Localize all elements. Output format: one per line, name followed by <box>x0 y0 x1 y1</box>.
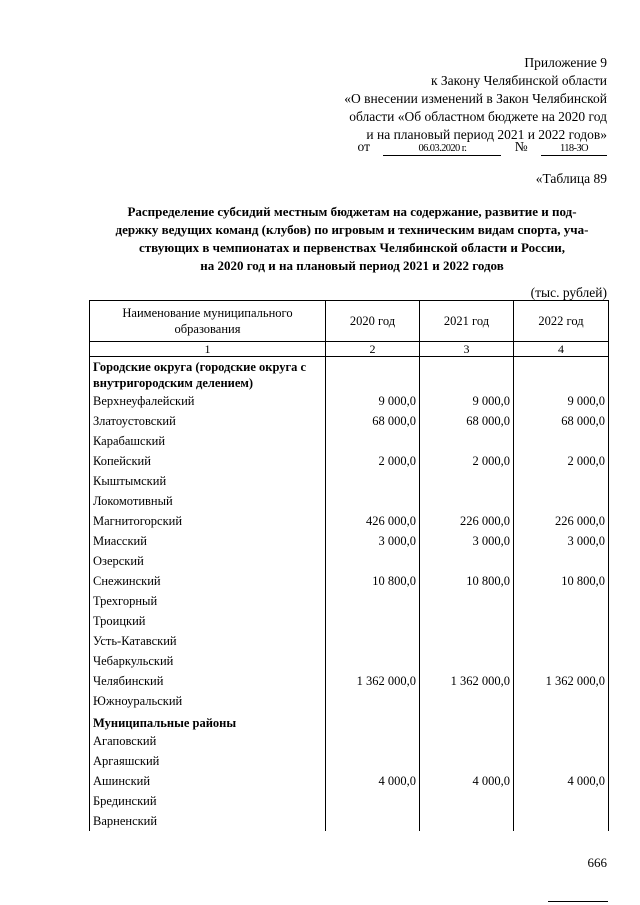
value-2021-cell <box>420 611 514 631</box>
value-2022-cell <box>514 631 609 651</box>
value-2020-cell <box>326 751 420 771</box>
footer-rule <box>548 901 608 902</box>
value-2022-cell: 226 000,0 <box>514 511 609 531</box>
value-2022-cell <box>514 491 609 511</box>
appendix-header <box>267 54 607 144</box>
value-2020-cell <box>326 591 420 611</box>
table-row <box>90 811 609 831</box>
header-2022: 2022 год <box>514 301 609 342</box>
table-row <box>90 631 609 651</box>
appendix-line: Приложение 9 <box>524 55 607 70</box>
value-2022-cell: 10 800,0 <box>514 571 609 591</box>
title-line: ствующих в чемпионатах и первенствах Челябинской области и России, <box>139 240 565 255</box>
municipality-cell: Кыштымский <box>90 471 326 491</box>
value-2021-cell <box>420 811 514 831</box>
title-line: Распределение субсидий местным бюджетам на содержание, развитие и под- <box>127 204 577 219</box>
municipality-cell: Чебаркульский <box>90 651 326 671</box>
value-2020-cell: 9 000,0 <box>326 391 420 411</box>
value-2021-cell: 4 000,0 <box>420 771 514 791</box>
from-label: от <box>357 139 370 154</box>
value-2020-cell: 10 800,0 <box>326 571 420 591</box>
municipality-cell: Карабашский <box>90 431 326 451</box>
value-2022-cell <box>514 431 609 451</box>
appendix-line: и на плановый период 2021 и 2022 годов» <box>366 127 607 142</box>
value-2020-cell <box>326 711 420 731</box>
value-2022-cell <box>514 611 609 631</box>
municipality-cell: Снежинский <box>90 571 326 591</box>
table-row <box>90 551 609 571</box>
value-2020-cell <box>326 691 420 711</box>
table-row <box>90 451 609 471</box>
document-date: 06.03.2020 г. <box>383 142 501 156</box>
number-label: № <box>514 139 528 154</box>
table-row <box>90 731 609 751</box>
table-row <box>90 511 609 531</box>
municipality-cell: Трехгорный <box>90 591 326 611</box>
value-2022-cell <box>514 791 609 811</box>
value-2022-cell: 9 000,0 <box>514 391 609 411</box>
municipality-cell: Магнитогорский <box>90 511 326 531</box>
header-2020: 2020 год <box>326 301 420 342</box>
column-number: 3 <box>420 342 514 357</box>
value-2020-cell <box>326 611 420 631</box>
municipality-cell: Верхнеуфалейский <box>90 391 326 411</box>
municipality-cell: Челябинский <box>90 671 326 691</box>
value-2020-cell: 2 000,0 <box>326 451 420 471</box>
page-number: 666 <box>587 855 607 870</box>
value-2020-cell <box>326 811 420 831</box>
value-2021-cell <box>420 731 514 751</box>
table-row <box>90 611 609 631</box>
value-2022-cell <box>514 471 609 491</box>
municipality-cell: Копейский <box>90 451 326 471</box>
value-2021-cell <box>420 631 514 651</box>
group-row <box>90 357 609 392</box>
table-row <box>90 491 609 511</box>
value-2022-cell <box>514 751 609 771</box>
document-title <box>92 203 612 275</box>
value-2020-cell <box>326 471 420 491</box>
value-2022-cell: 2 000,0 <box>514 451 609 471</box>
value-2021-cell <box>420 691 514 711</box>
value-2022-cell: 3 000,0 <box>514 531 609 551</box>
value-2022-cell <box>514 551 609 571</box>
value-2021-cell: 1 362 000,0 <box>420 671 514 691</box>
value-2020-cell: 3 000,0 <box>326 531 420 551</box>
table-body <box>90 357 609 832</box>
value-2021-cell <box>420 431 514 451</box>
title-line: на 2020 год и на плановый период 2021 и 2022 годов <box>200 258 504 273</box>
municipality-cell: Городские округа (городские округа с внутригородским делением) <box>90 357 326 392</box>
value-2022-cell: 4 000,0 <box>514 771 609 791</box>
value-2021-cell: 226 000,0 <box>420 511 514 531</box>
municipality-cell: Озерский <box>90 551 326 571</box>
appendix-line: области «Об областном бюджете на 2020 год <box>349 109 607 124</box>
value-2020-cell: 426 000,0 <box>326 511 420 531</box>
value-2021-cell <box>420 471 514 491</box>
header-municipality: Наименование муниципального образования <box>90 301 326 342</box>
value-2021-cell <box>420 357 514 392</box>
value-2022-cell: 68 000,0 <box>514 411 609 431</box>
value-2020-cell: 68 000,0 <box>326 411 420 431</box>
value-2020-cell <box>326 651 420 671</box>
value-2021-cell: 2 000,0 <box>420 451 514 471</box>
value-2020-cell <box>326 357 420 392</box>
table-row <box>90 691 609 711</box>
municipality-cell: Агаповский <box>90 731 326 751</box>
value-2021-cell: 3 000,0 <box>420 531 514 551</box>
table-row <box>90 751 609 771</box>
table-label: «Таблица 89 <box>535 171 607 186</box>
column-number-row <box>90 342 609 357</box>
table-row <box>90 411 609 431</box>
value-2020-cell <box>326 551 420 571</box>
group-row <box>90 711 609 731</box>
table-row <box>90 571 609 591</box>
value-2022-cell <box>514 711 609 731</box>
document-number: 118-ЗО <box>541 142 607 156</box>
value-2021-cell <box>420 791 514 811</box>
value-2021-cell <box>420 711 514 731</box>
value-2020-cell <box>326 631 420 651</box>
value-2022-cell: 1 362 000,0 <box>514 671 609 691</box>
value-2021-cell: 9 000,0 <box>420 391 514 411</box>
value-2020-cell <box>326 731 420 751</box>
value-2022-cell <box>514 591 609 611</box>
title-line: держку ведущих команд (клубов) по игровым и техническим видам спорта, уча- <box>115 222 589 237</box>
value-2021-cell: 68 000,0 <box>420 411 514 431</box>
table-row <box>90 791 609 811</box>
table-row <box>90 471 609 491</box>
value-2021-cell <box>420 551 514 571</box>
subsidy-table <box>89 300 609 831</box>
table-row <box>90 431 609 451</box>
value-2021-cell <box>420 591 514 611</box>
municipality-cell: Варненский <box>90 811 326 831</box>
value-2022-cell <box>514 811 609 831</box>
municipality-cell: Златоустовский <box>90 411 326 431</box>
municipality-cell: Локомотивный <box>90 491 326 511</box>
value-2020-cell <box>326 791 420 811</box>
municipality-cell: Южноуральский <box>90 691 326 711</box>
value-2022-cell <box>514 691 609 711</box>
table-row <box>90 671 609 691</box>
header-row <box>90 301 609 342</box>
value-2021-cell <box>420 751 514 771</box>
value-2021-cell <box>420 651 514 671</box>
units-label: (тыс. рублей) <box>530 285 607 300</box>
municipality-cell: Троицкий <box>90 611 326 631</box>
municipality-cell: Ашинский <box>90 771 326 791</box>
header-2021: 2021 год <box>420 301 514 342</box>
value-2022-cell <box>514 357 609 392</box>
column-number: 1 <box>90 342 326 357</box>
value-2020-cell: 4 000,0 <box>326 771 420 791</box>
value-2021-cell <box>420 491 514 511</box>
column-number: 2 <box>326 342 420 357</box>
municipality-cell: Усть-Катавский <box>90 631 326 651</box>
column-number: 4 <box>514 342 609 357</box>
table-row <box>90 591 609 611</box>
table-row <box>90 531 609 551</box>
document-reference <box>358 139 608 156</box>
table-row <box>90 771 609 791</box>
value-2022-cell <box>514 651 609 671</box>
table-row <box>90 391 609 411</box>
municipality-cell: Брединский <box>90 791 326 811</box>
municipality-cell: Аргаяшский <box>90 751 326 771</box>
value-2022-cell <box>514 731 609 751</box>
value-2020-cell <box>326 491 420 511</box>
appendix-line: к Закону Челябинской области <box>430 73 607 88</box>
municipality-cell: Миасский <box>90 531 326 551</box>
value-2020-cell <box>326 431 420 451</box>
value-2021-cell: 10 800,0 <box>420 571 514 591</box>
municipality-cell: Муниципальные районы <box>90 711 326 731</box>
table-row <box>90 651 609 671</box>
value-2020-cell: 1 362 000,0 <box>326 671 420 691</box>
appendix-line: «О внесении изменений в Закон Челябинской <box>344 91 607 106</box>
